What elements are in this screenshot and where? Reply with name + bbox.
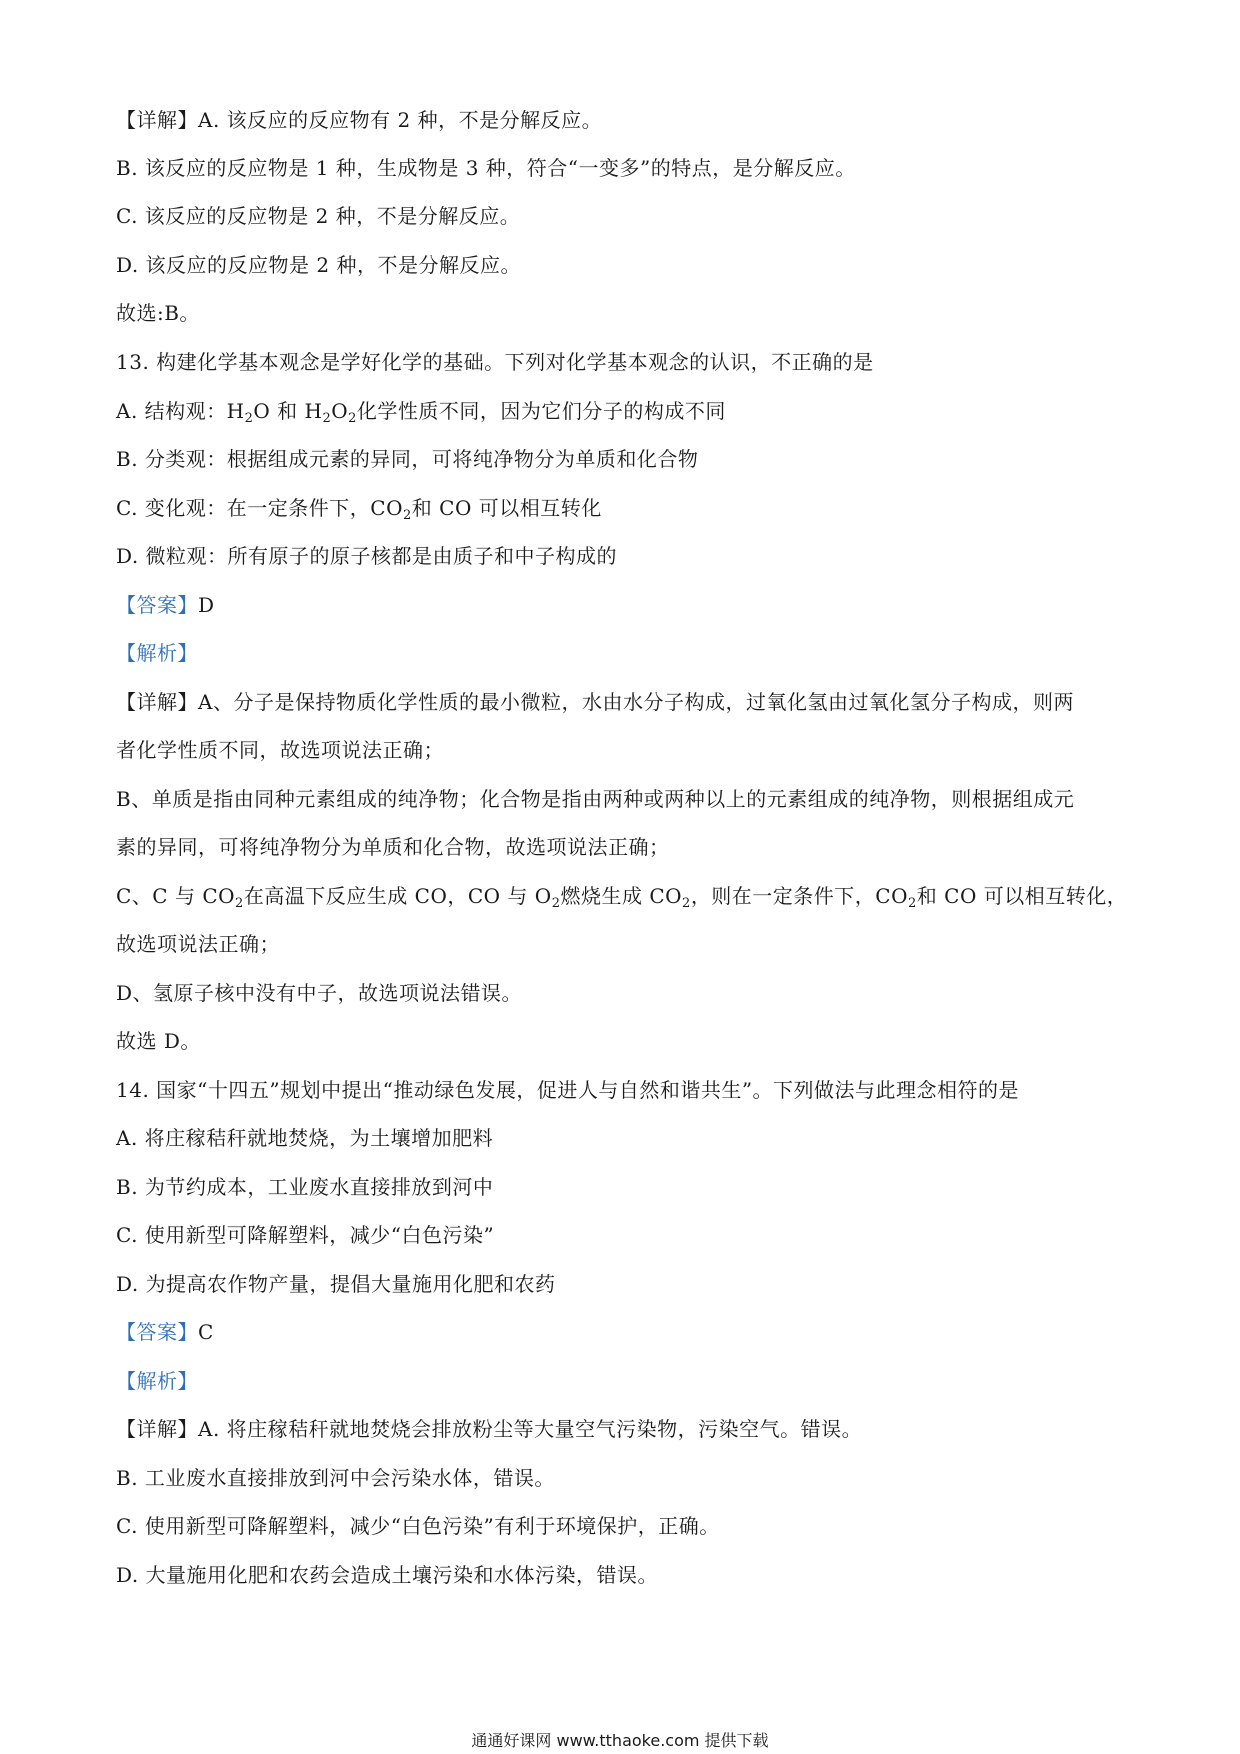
- q13-option-d: D. 微粒观：所有原子的原子核都是由质子和中子构成的: [116, 544, 618, 568]
- q13-detail-d: D、氢原子核中没有中子，故选项说法错误。: [116, 981, 523, 1005]
- q13-detail-b-line1: B、单质是指由同种元素组成的纯净物；化合物是指由两种或两种以上的元素组成的纯净物，则根据组成元: [116, 787, 1075, 811]
- q14-detail-a: 【详解】A. 将庄稼秸秆就地焚烧会排放粉尘等大量空气污染物，污染空气。错误。: [116, 1417, 863, 1441]
- detail-label: 【详解】: [116, 108, 198, 132]
- q14-detail-c: C. 使用新型可降解塑料，减少“白色污染”有利于环境保护，正确。: [116, 1514, 720, 1538]
- q13-detail-a-line1: 【详解】A、分子是保持物质化学性质的最小微粒，水由水分子构成，过氧化氢由过氧化氢分子构成，则两: [116, 690, 1074, 714]
- q14-answer: [116, 1318, 1126, 1346]
- q13-analysis-label: 【解析】: [116, 641, 198, 665]
- q14-detail-d: D. 大量施用化肥和农药会造成土壤污染和水体污染，错误。: [116, 1563, 659, 1587]
- answer-label: 【答案】: [116, 1320, 198, 1344]
- q13-detail-a-line2: 者化学性质不同，故选项说法正确；: [116, 738, 444, 762]
- q14-option-c: C. 使用新型可降解塑料，减少“白色污染”: [116, 1223, 495, 1247]
- q13-detail-b-line2: 素的异同，可将纯净物分为单质和化合物，故选项说法正确；: [116, 835, 670, 859]
- q14-option-b: B. 为节约成本，工业废水直接排放到河中: [116, 1175, 494, 1199]
- q13-option-b: B. 分类观：根据组成元素的异同，可将纯净物分为单质和化合物: [116, 447, 699, 471]
- q13-detail-c-line2: 故选项说法正确；: [116, 932, 280, 956]
- q12-detail-b: B. 该反应的反应物是 1 种，生成物是 3 种，符合“一变多”的特点，是分解反应。: [116, 156, 856, 180]
- q14-answer-value: C: [198, 1320, 214, 1344]
- answer-label: 【答案】: [116, 593, 198, 617]
- page-footer: 通通好课网 www.tthaoke.com 提供下载: [471, 1731, 769, 1750]
- q13-detail-c-line1: C、C 与 $CO_2$在高温下反应生成 CO，CO 与 $O_2$燃烧生成 $CO_2$，则在一定条件下，$CO_2$和 CO 可以相互转化，: [116, 884, 1128, 911]
- q13-option-a: A. 结构观：$H_2O$ 和 $H_2O_2$化学性质不同，因为它们分子的构成不同: [116, 399, 726, 426]
- detail-label: 【详解】: [116, 690, 198, 714]
- q14-analysis-label: 【解析】: [116, 1369, 198, 1393]
- q12-detail-a: [116, 106, 1126, 134]
- q14-detail-b: B. 工业废水直接排放到河中会污染水体，错误。: [116, 1466, 555, 1490]
- q12-detail-d: D. 该反应的反应物是 2 种，不是分解反应。: [116, 253, 521, 277]
- q13-conclusion: 故选 D。: [116, 1029, 201, 1053]
- q13-stem: 13. 构建化学基本观念是学好化学的基础。下列对化学基本观念的认识，不正确的是: [116, 350, 874, 374]
- q14-option-d: D. 为提高农作物产量，提倡大量施用化肥和农药: [116, 1272, 556, 1296]
- detail-label: 【详解】: [116, 1417, 198, 1441]
- q14-option-a: A. 将庄稼秸秆就地焚烧，为土壤增加肥料: [116, 1126, 494, 1150]
- q12-detail-a-text: A. 该反应的反应物有 2 种，不是分解反应。: [198, 108, 603, 132]
- q12-conclusion: 故选:B。: [116, 301, 200, 325]
- q12-detail-c: C. 该反应的反应物是 2 种，不是分解反应。: [116, 204, 521, 228]
- q13-answer-value: D: [198, 593, 215, 617]
- q14-stem: 14. 国家“十四五”规划中提出“推动绿色发展，促进人与自然和谐共生”。下列做法与此理念相符的是: [116, 1078, 1020, 1102]
- q13-option-c: C. 变化观：在一定条件下，$CO_2$和 CO 可以相互转化: [116, 496, 602, 523]
- q13-answer: [116, 591, 1126, 619]
